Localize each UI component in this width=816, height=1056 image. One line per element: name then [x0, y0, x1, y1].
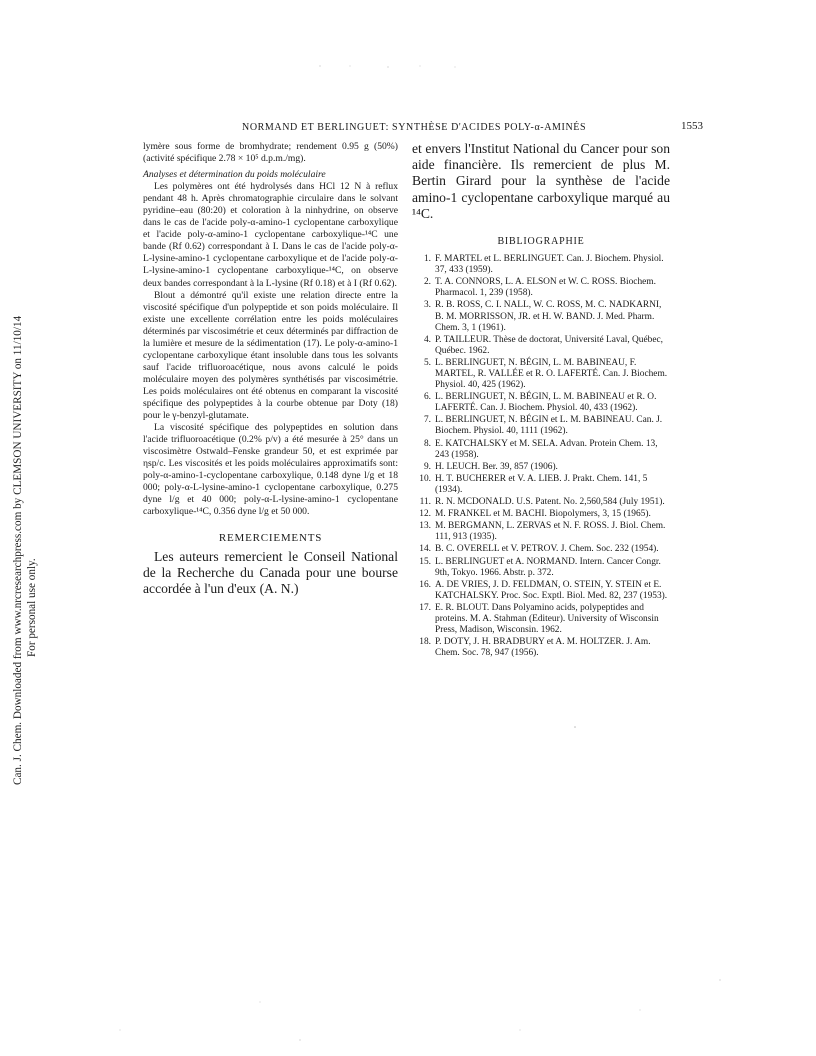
paragraph-viscosity: La viscosité spécifique des polypeptides en solution dans l'acide trifluoroacétique (0.2% p/v) a été mesurée à 25° dans un viscosimètre Ostwald–Fenske grandeur 50, et est exprimée par ηsp/c. Les viscosités et les poids moléculaires approximatifs sont: poly-α-amino-1-cyclopentane carboxylique, 0.148 dyne l/g et 18 000; poly-α-L-lysine-amino-1 cyclopentane carboxylique, 0.275 dyne l/g et 40 000; poly-α-L-lysine-amino-1 cyclopentane carboxylique-¹⁴C, 0.356 dyne l/g et 50 000. — [143, 422, 398, 518]
reference-number: 11. — [419, 497, 431, 508]
paragraph-analyses: Les polymères ont été hydrolysés dans HCl 12 N à reflux pendant 48 h. Après chromatographie circulaire dans le solvant pyridine–eau (80:20) et coloration à la ninhydrine, on observe dans le cas de l'acide poly-α-amino-1 cyclopentane carboxylique et l'acide poly-α-amino-1 cyclopentane carboxylique-¹⁴C une bande (Rf 0.62) correspondant à I. Dans le cas de l'acide poly-α-L-lysine-amino-1 cyclopentane carboxylique et de l'acide poly-α-L-lysine-amino-1 cyclopentane carboxylique-¹⁴C, on observe deux bandes correspondant à la L-lysine (Rf 0.18) et à I (Rf 0.62). — [143, 181, 398, 289]
watermark-line-1: Can. J. Chem. Downloaded from www.nrcresearchpress.com by CLEMSON UNIVERSITY on 11/10/14 — [12, 315, 24, 785]
reference-text: H. LEUCH. Ber. 39, 857 (1906). — [435, 461, 558, 472]
reference-number: 4. — [423, 334, 431, 345]
reference-text: L. BERLINGUET et A. NORMAND. Intern. Cancer Congr. 9th, Tokyo. 1966. Abstr. p. 372. — [435, 556, 661, 578]
reference-text: L. BERLINGUET, N. BÉGIN, L. M. BABINEAU et R. O. LAFERTÉ. Can. J. Biochem. Physiol. 40, 433 (1962). — [435, 392, 657, 414]
reference-number: 1. — [423, 254, 431, 265]
remerciements-heading: REMERCIEMENTS — [218, 532, 323, 545]
reference-text: P. DOTY, J. H. BRADBURY et A. M. HOLTZER. J. Am. Chem. Soc. 78, 947 (1956). — [435, 637, 651, 659]
reference-text: M. FRANKEL et M. BACHI. Biopolymers, 3, 15 (1965). — [435, 509, 651, 520]
remerciements-continuation: et envers l'Institut National du Cancer pour son aide financière. Ils remercient de plus M. Bertin Girard pour la synthèse de l'acide amino-1 cyclopentane carboxylique marqué au ¹⁴C. — [412, 141, 670, 221]
reference-number: 6. — [423, 392, 431, 403]
running-head: NORMAND ET BERLINGUET: SYNTHÈSE D'ACIDES POLY-α-AMINÉS — [242, 122, 587, 133]
watermark-line-2: For personal use only. — [26, 558, 38, 657]
bibliography-heading: BIBLIOGRAPHIE — [497, 236, 585, 248]
reference-number: 13. — [419, 521, 431, 532]
reference-text: F. MARTEL et L. BERLINGUET. Can. J. Biochem. Physiol. 37, 433 (1959). — [435, 254, 664, 276]
reference-text: E. KATCHALSKY et M. SELA. Advan. Protein Chem. 13, 243 (1958). — [435, 438, 658, 460]
reference-number: 10. — [419, 473, 431, 484]
paragraph-continuation: lymère sous forme de bromhydrate; rendement 0.95 g (50%) (activité spécifique 2.78 × 10⁵ d.p.m./mg). — [143, 141, 398, 165]
paragraph-blout: Blout a démontré qu'il existe une relation directe entre la viscosité spécifique d'un polypeptide et son poids moléculaire. Il existe une excellente corrélation entre les poids moléculaires déterminés par viscosimétrie et ceux déterminés par diffraction de la lumière et mesure de la sédimentation (17). Le poly-α-amino-1 cyclopentane carboxylique étant insoluble dans tous les solvants sauf l'acide trifluoroacétique, nous avons calculé le poids moléculaire moyen des polymères synthétisés par viscosimétrie. Les poids moléculaires ont été obtenus en comparant la viscosité spécifique des polypeptides à la courbe obtenue par Doty (18) pour le γ-benzyl-glutamate. — [143, 289, 398, 422]
reference-text: P. TAILLEUR. Thèse de doctorat, Université Laval, Québec, Québec. 1962. — [435, 334, 663, 356]
reference-number: 8. — [423, 438, 431, 449]
remerciements-text: Les auteurs remercient le Conseil National de la Recherche du Canada pour une bourse accordée à l'un d'eux (A. N.) — [143, 548, 398, 596]
section-heading: Analyses et détermination du poids moléculaire — [143, 169, 326, 181]
reference-text: L. BERLINGUET, N. BÉGIN et L. M. BABINEAU. Can. J. Biochem. Physiol. 40, 1111 (1962). — [435, 415, 663, 437]
reference-number: 5. — [423, 357, 431, 368]
reference-number: 3. — [423, 300, 431, 311]
reference-number: 7. — [423, 415, 431, 426]
reference-text: A. DE VRIES, J. D. FELDMAN, O. STEIN, Y. STEIN et E. KATCHALSKY. Proc. Soc. Exptl. Biol. Med. 82, 237 (1953). — [435, 579, 668, 601]
reference-text: T. A. CONNORS, L. A. ELSON et W. C. ROSS. Biochem. Pharmacol. 1, 239 (1958). — [435, 277, 656, 299]
reference-text: E. R. BLOUT. Dans Polyamino acids, polypeptides and proteins. M. A. Stahman (Editeur). University of Wisconsin Press, Madison, Wisconsin. 1962. — [435, 602, 659, 636]
reference-number: 17. — [419, 602, 431, 613]
reference-text: B. C. OVERELL et V. PETROV. J. Chem. Soc. 232 (1954). — [435, 544, 659, 555]
reference-text: R. N. MCDONALD. U.S. Patent. No. 2,560,584 (July 1951). — [435, 497, 665, 508]
reference-text: R. B. ROSS, C. I. NALL, W. C. ROSS, M. C. NADKARNI, B. M. MORRISSON, JR. et H. W. BAND. J. Med. Pharm. Chem. 3, 1 (1961). — [435, 300, 662, 333]
reference-number: 12. — [419, 509, 431, 520]
reference-number: 15. — [419, 556, 431, 567]
reference-number: 16. — [419, 579, 431, 590]
reference-text: M. BERGMANN, L. ZERVAS et N. F. ROSS. J. Biol. Chem. 111, 913 (1935). — [435, 521, 666, 543]
reference-number: 2. — [423, 277, 431, 288]
reference-text: L. BERLINGUET, N. BÉGIN, L. M. BABINEAU, F. MARTEL, R. VALLÉE et R. O. LAFERTÉ. Can. J. Biochem. Physiol. 40, 425 (1962). — [435, 357, 668, 391]
reference-text: H. T. BUCHERER et V. A. LIEB. J. Prakt. Chem. 141, 5 (1934). — [435, 473, 648, 495]
reference-number: 14. — [419, 544, 431, 555]
reference-number: 9. — [423, 461, 431, 472]
reference-number: 18. — [419, 637, 431, 648]
page-number: 1553 — [681, 120, 703, 132]
